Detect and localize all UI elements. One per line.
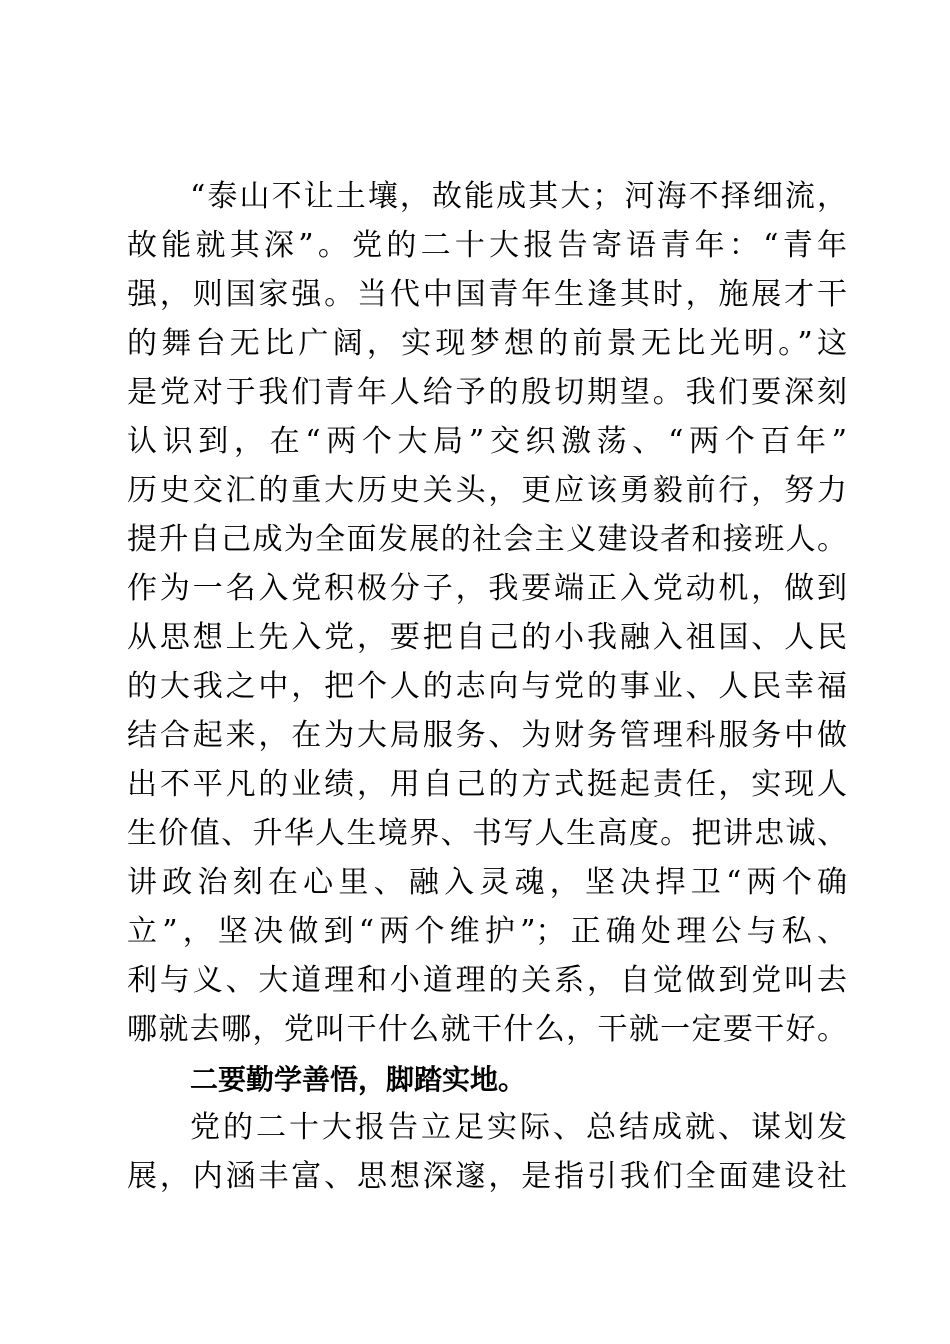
paragraph-line: 从思想上先入党，要把自己的小我融入祖国、人民 <box>127 620 847 655</box>
paragraph-line: 展，内涵丰富、思想深邃，是指引我们全面建设社 <box>127 1159 847 1194</box>
paragraph-line: 是党对于我们青年人给予的殷切期望。我们要深刻 <box>127 375 847 410</box>
paragraph-line: 结合起来，在为大局服务、为财务管理科服务中做 <box>127 718 847 753</box>
section-heading: 二要勤学善悟，脚踏实地。 <box>190 1063 527 1096</box>
paragraph-line: 哪就去哪，党叫干什么就干什么，干就一定要干好。 <box>127 1012 847 1047</box>
paragraph-line: 利与义、大道理和小道理的关系，自觉做到党叫去 <box>127 963 847 998</box>
paragraph-line: 的大我之中，把个人的志向与党的事业、人民幸福 <box>127 669 847 704</box>
paragraph-line: 认识到，在“两个大局”交织激荡、“两个百年” <box>127 424 847 459</box>
paragraph-line: 强，则国家强。当代中国青年生逢其时，施展才干 <box>127 277 847 312</box>
paragraph-line: 立”，坚决做到“两个维护”；正确处理公与私、 <box>127 914 847 949</box>
paragraph-line: 提升自己成为全面发展的社会主义建设者和接班人。 <box>127 522 847 557</box>
paragraph-line: 故能就其深”。党的二十大报告寄语青年：“青年 <box>127 228 847 263</box>
paragraph-line: 党的二十大报告立足实际、总结成就、谋划发 <box>190 1110 847 1145</box>
paragraph-line: 作为一名入党积极分子，我要端正入党动机，做到 <box>127 571 847 606</box>
paragraph-line: 的舞台无比广阔，实现梦想的前景无比光明。”这 <box>127 326 847 361</box>
paragraph-line: “泰山不让土壤，故能成其大；河海不择细流， <box>190 179 847 214</box>
paragraph-line: 生价值、升华人生境界、书写人生高度。把讲忠诚、 <box>127 816 847 851</box>
paragraph-line: 讲政治刻在心里、融入灵魂，坚决捍卫“两个确 <box>127 865 847 900</box>
paragraph-line: 历史交汇的重大历史关头，更应该勇毅前行，努力 <box>127 473 847 508</box>
paragraph-line: 出不平凡的业绩，用自己的方式挺起责任，实现人 <box>127 767 847 802</box>
